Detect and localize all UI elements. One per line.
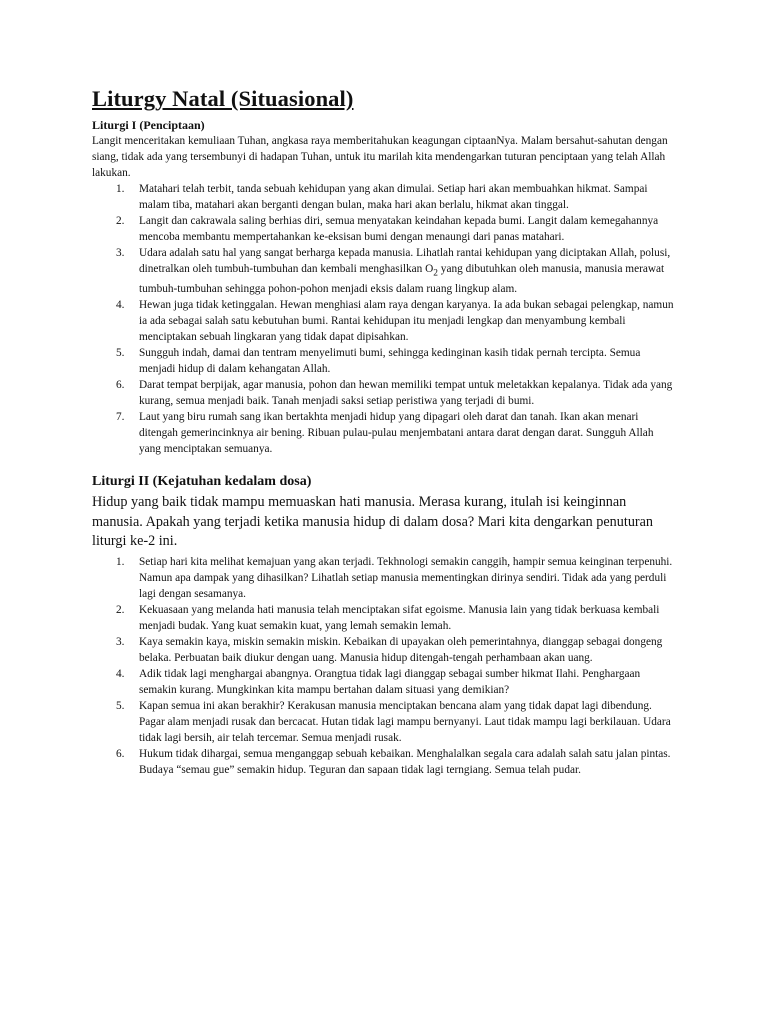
list-item-text: Hewan juga tidak ketinggalan. Hewan menghiasi alam raya dengan karyanya. Ia ada bukan sebagai pelengkap, namun ia ada sebagai salah satu kebutuhan bumi. Rantai kehidupan itu menjadi lengkap dan menyambung kembali menciptakan sebuah lingkaran yang tidak dapat dipisahkan. xyxy=(139,299,674,344)
list-item xyxy=(92,213,676,245)
section-1-intro: Langit menceritakan kemuliaan Tuhan, angkasa raya memberitahukan keagungan ciptaanNya. Malam bersahut-sahutan dengan siang, tidak ada yang tersembunyi di hadapan Tuhan, untuk itu marilah kita mendengarkan tuturan penciptaan yang telah Allah lakukan. xyxy=(92,135,668,179)
subscript: 2 xyxy=(433,268,438,279)
list-item-number: 2. xyxy=(116,215,125,227)
list-item-text: Kaya semakin kaya, miskin semakin miskin. Kebaikan di upayakan oleh pemerintahnya, dianggap sebagai dongeng belaka. Perbuatan baik diukur dengan uang. Manusia hidup ditengah-tengah perhambaan akan uang. xyxy=(139,635,663,664)
document-title: Liturgy Natal (Situasional) xyxy=(92,86,354,111)
section-2-list xyxy=(92,554,676,778)
list-item-number: 2. xyxy=(116,603,125,616)
list-item-text: Kekuasaan yang melanda hati manusia telah menciptakan sifat egoisme. Manusia lain yang tidak berkuasa kembali menjadi budak. Yang kuat semakin kuat, yang lemah semakin lemah. xyxy=(139,603,660,632)
section-2-intro: Hidup yang baik tidak mampu memuaskan hati manusia. Merasa kurang, itulah isi keinginnan manusia. Apakah yang terjadi ketika manusia hidup di dalam dosa? Mari kita dengarkan penuturan liturgi ke-2 ini. xyxy=(92,494,654,550)
section-2-heading: Liturgi II (Kejatuhan kedalam dosa) xyxy=(92,474,312,490)
section-liturgi-2 xyxy=(92,473,676,778)
list-item-text: Darat tempat berpijak, agar manusia, pohon dan hewan memiliki tempat untuk meletakkan kepalanya. Tidak ada yang kurang, semua menjadi baik. Tanah menjadi saksi setiap peristiwa yang terjadi di bumi. xyxy=(139,379,673,408)
section-liturgi-1 xyxy=(92,118,676,457)
list-item-text: Adik tidak lagi menghargai abangnya. Orangtua tidak lagi dianggap sebagai sumber hikmat Ilahi. Penghargaan semakin kurang. Mungkinkan kita mampu bertahan dalam situasi yang demikian? xyxy=(139,667,641,696)
list-item xyxy=(92,181,676,213)
list-item xyxy=(92,666,676,698)
list-item-text: Setiap hari kita melihat kemajuan yang akan terjadi. Tekhnologi semakin canggih, hampir semua keinginan terpenuhi. Namun apa dampak yang dihasilkan? Lihatlah setiap manusia mementingkan dirinya sendiri. Tidak ada yang perduli lagi dengan sesamanya. xyxy=(139,555,673,600)
list-item-number: 4. xyxy=(116,667,125,680)
list-item-number: 1. xyxy=(116,555,125,568)
list-item-number: 1. xyxy=(116,183,125,195)
list-item-number: 5. xyxy=(116,699,125,712)
list-item-number: 3. xyxy=(116,635,125,648)
list-item-text: Langit dan cakrawala saling berhias diri, semua menyatakan keindahan kepada bumi. Langit dalam kemegahannya mencoba membantu mempertahankan ke-eksisan bumi dengan menaungi dari panas matahari. xyxy=(139,215,659,243)
list-item-number: 6. xyxy=(116,747,125,760)
list-item xyxy=(92,602,676,634)
list-item-text: Sungguh indah, damai dan tentram menyelimuti bumi, sehingga kedinginan kasih tidak pernah tercipta. Semua menjadi hidup di dalam kehangatan Allah. xyxy=(139,347,641,376)
list-item-number: 3. xyxy=(116,247,125,259)
list-item-text-cont: yang dibutuhkan oleh manusia, manusia merawat tumbuh-tumbuhan sehingga pohon-pohon menjadi eksis dalam ruang lingkup alam. xyxy=(139,263,665,296)
list-item-number: 5. xyxy=(116,347,125,360)
list-item-number: 6. xyxy=(116,379,125,392)
list-item xyxy=(92,698,676,746)
list-item xyxy=(92,297,676,345)
list-item-text: Udara adalah satu hal yang sangat berharga kepada manusia. Lihatlah rantai kehidupan yang diciptakan Allah, polusi, dinetralkan oleh tumbuh-tumbuhan dan kembali menghasilkan O xyxy=(139,247,671,275)
list-item xyxy=(92,554,676,602)
list-item-text: Hukum tidak dihargai, semua menganggap sebuah kebaikan. Menghalalkan segala cara adalah salah satu jalan pintas. Budaya “semau gue” semakin hidup. Teguran dan sapaan tidak lagi terngiang. Semua telah pudar. xyxy=(139,747,671,776)
list-item xyxy=(92,634,676,666)
list-item-number: 7. xyxy=(116,411,125,424)
section-1-list xyxy=(92,181,676,457)
list-item xyxy=(92,245,676,297)
list-item-text: Laut yang biru rumah sang ikan bertakhta menjadi hidup yang dipagari oleh darat dan tanah. Ikan akan menari ditengah gemerincinknya air bening. Ribuan pulau-pulau menjembatani antara darat dengan darat. Sungguh Allah yang menciptakan semuanya. xyxy=(139,411,654,456)
list-item-text: Matahari telah terbit, tanda sebuah kehidupan yang akan dimulai. Setiap hari akan membuahkan hikmat. Sampai malam tiba, matahari akan berganti dengan bulan, maka hari akan berlalu, hikmat akan tinggal. xyxy=(139,183,648,211)
list-item-number: 4. xyxy=(116,299,125,312)
list-item-text: Kapan semua ini akan berakhir? Kerakusan manusia menciptakan bencana alam yang tidak dapat lagi dibendung. Pagar alam menjadi rusak dan bercacat. Hutan tidak lagi mampu bernyanyi. Laut tidak mampu lagi berkilauan. Udara tidak lagi bersih, air telah tercemar. Semua menjadi rusak. xyxy=(139,699,671,744)
section-1-heading: Liturgi I (Penciptaan) xyxy=(92,118,205,132)
list-item xyxy=(92,345,676,377)
list-item xyxy=(92,409,676,457)
list-item xyxy=(92,746,676,778)
list-item xyxy=(92,377,676,409)
